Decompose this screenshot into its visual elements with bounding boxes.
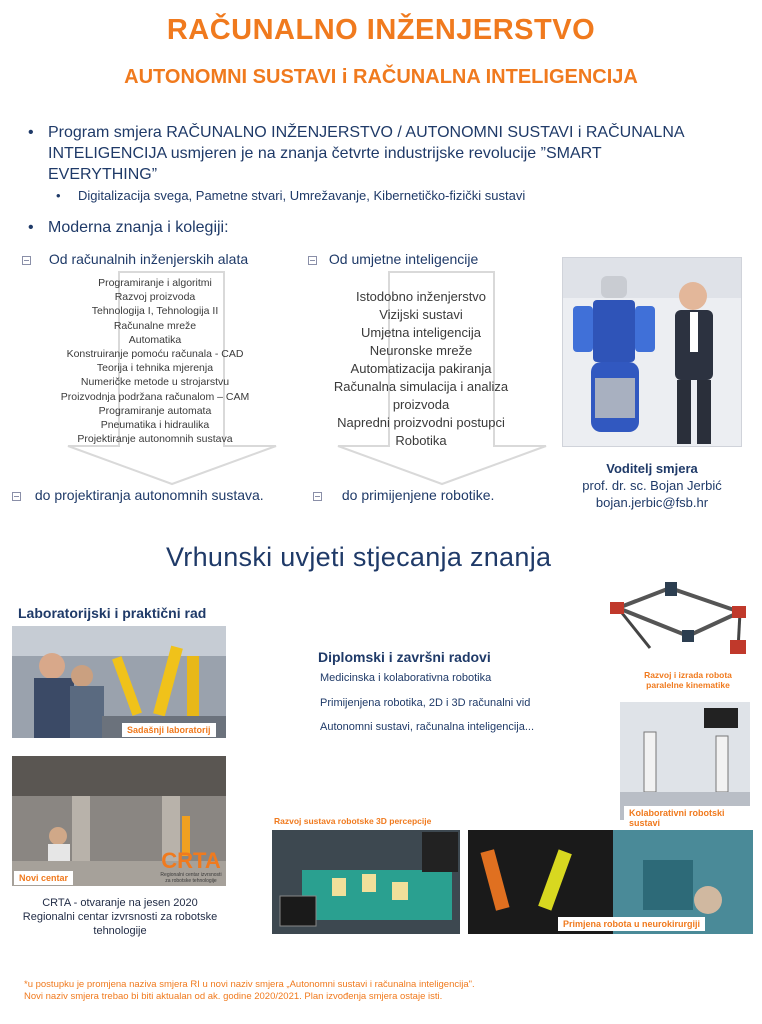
list-item: Istodobno inženjerstvo (355, 289, 487, 304)
footnote: *u postupku je promjena naziva smjera RI u novi naziv smjera „Autonomni sustavi i računalna inteligencija". Novi naziv smjera trebao bi biti aktualan od ak. godine 2020/2021. Plan izvođenja smjera ostaje isti. (24, 979, 475, 1002)
list-item: Računalna simulacija i analiza (333, 379, 509, 394)
right-column-heading: Od umjetne inteligencije (308, 251, 478, 267)
collab-robots-photo (620, 702, 750, 820)
list-item: Razvoj proizvoda (114, 291, 196, 304)
section-title: Vrhunski uvjeti stjecanja znanja (166, 542, 552, 572)
collapse-icon (313, 492, 322, 501)
left-column-footer: do projektiranja autonomnih sustava. (12, 487, 264, 503)
robot-and-professor-image (563, 258, 742, 447)
list-item: Tehnologija I, Tehnologija II (91, 305, 219, 318)
bullet-icon: • (28, 124, 34, 141)
bullet-icon: • (56, 188, 61, 203)
page-title: RAČUNALNO INŽENJERSTVO (166, 14, 596, 46)
parallel-robot-caption: Razvoj i izrada robota paralelne kinematike (644, 670, 732, 690)
list-item: Automatizacija pakiranja (350, 361, 492, 376)
left-course-list (30, 276, 280, 446)
intro-bullet-1: • Program smjera RAČUNALNO INŽENJERSTVO / AUTONOMNI SUSTAVI i RAČUNALNA INTELIGENCIJA usmjeren je na znanja četvrte industrijske revolucije ”SMART EVERYTHING” (28, 124, 684, 183)
list-item: Proizvodnja podržana računalom – CAM (60, 390, 250, 403)
perception-photo (272, 830, 460, 934)
leader-role: Voditelj smjera (606, 461, 698, 476)
right-course-list (316, 288, 526, 450)
current-lab-tag: Sadašnji laboratorij (122, 723, 216, 737)
list-item: Robotika (395, 433, 447, 448)
list-item: Teorija i tehnika mjerenja (96, 362, 214, 375)
right-column-footer: do primijenjene robotike. (313, 487, 494, 503)
leader-email[interactable]: bojan.jerbic@fsb.hr (595, 495, 709, 510)
list-item: Programiranje automata (98, 404, 212, 417)
lab-heading: Laboratorijski i praktični rad (18, 605, 207, 621)
leader-info (562, 460, 742, 511)
left-column-heading: Od računalnih inženjerskih alata (22, 251, 248, 267)
list-item: Pneumatika i hidraulika (100, 419, 210, 432)
bullet-icon: • (28, 219, 34, 236)
list-item: Vizijski sustavi (379, 307, 463, 322)
list-item: Programiranje i algoritmi (98, 277, 212, 289)
neurosurgery-caption: Primjena robota u neurokirurgiji (558, 917, 705, 931)
crta-logo: CRTA Regionalni centar izvrsnosti za robotske tehnologije (160, 848, 222, 884)
intro-bullet-2: • Moderna znanja i kolegiji: (28, 219, 229, 236)
list-item: Napredni proizvodni postupci (337, 415, 505, 430)
crta-caption: CRTA - otvaranje na jesen 2020 Regionalni centar izvrsnosti za robotske tehnologije (22, 897, 218, 937)
list-item: Računalne mreže (113, 319, 197, 332)
theses-heading: Diplomski i završni radovi (318, 649, 491, 665)
list-item: Neuronske mreže (369, 343, 473, 358)
theses-list (320, 666, 600, 740)
list-item: Medicinska i kolaborativna robotika (320, 672, 492, 684)
list-item: Umjetna inteligencija (361, 325, 481, 340)
new-center-tag: Novi centar (14, 871, 73, 885)
perception-image (272, 830, 460, 934)
list-item: Numeričke metode u strojarstvu (80, 376, 230, 389)
list-item: Primijenjena robotika, 2D i 3D računalni vid (320, 696, 531, 709)
page-subtitle: AUTONOMNI SUSTAVI i RAČUNALNA INTELIGENCIJA (124, 66, 638, 88)
collab-robots-caption: Kolaborativni robotski sustavi (624, 806, 762, 830)
list-item: proizvoda (392, 397, 450, 412)
leader-name: prof. dr. sc. Bojan Jerbić (582, 478, 722, 493)
perception-caption: Razvoj sustava robotske 3D percepcije (274, 816, 432, 826)
collapse-icon (308, 256, 317, 265)
lab-image (12, 626, 226, 738)
parallel-robot-image (610, 578, 752, 660)
list-item: Autonomni sustavi, računalna inteligencija... (320, 721, 535, 733)
list-item: Konstruiranje pomoću računala - CAD (66, 348, 244, 361)
collapse-icon (22, 256, 31, 265)
collab-robots-image (620, 702, 750, 820)
leader-photo (562, 257, 742, 447)
current-lab-photo (12, 626, 226, 738)
list-item: Automatika (128, 333, 182, 346)
intro-sub-bullet: • Digitalizacija svega, Pametne stvari, Umrežavanje, Kibernetičko-fizički sustavi (56, 188, 526, 203)
list-item: Projektiranje autonomnih sustava (77, 433, 233, 446)
collapse-icon (12, 492, 21, 501)
